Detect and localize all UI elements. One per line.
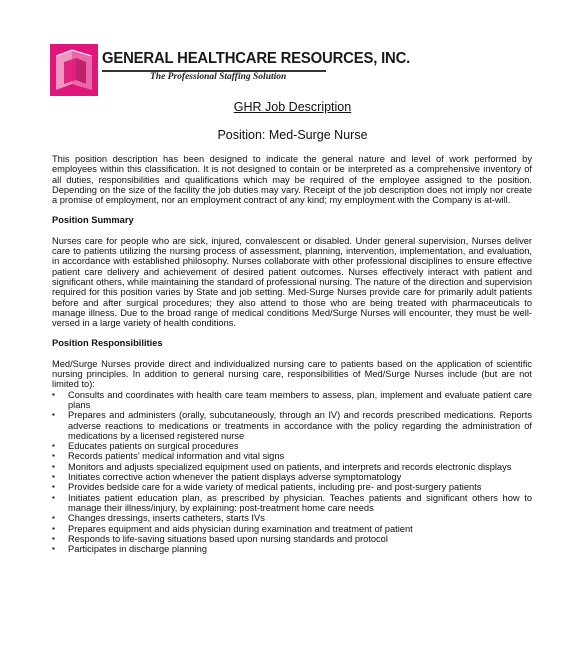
list-item: ▪ Initiates patient education plan, as prescribed by physician. Teaches patients and significant others how to manage their illness/injury, by explaining: post-treatment home care needs <box>52 492 532 513</box>
bullet-icon: ▪ <box>52 482 55 492</box>
list-item: ▪ Consults and coordinates with health care team members to assess, plan, implement and evaluate patient care plans <box>52 389 532 410</box>
position-title: Position: Med-Surge Nurse <box>217 128 368 142</box>
responsibilities-intro: Med/Surge Nurses provide direct and individualized nursing care to patients based on the application of scientific nursing principles. In addition to general nursing care, responsibilities of Med/Surge Nurses include (but are not limited to): <box>52 358 532 390</box>
document-body <box>52 154 532 554</box>
responsibilities-heading: Position Responsibilities <box>52 338 163 349</box>
list-item: ▪ Changes dressings, inserts catheters, starts IVs <box>52 513 265 524</box>
document-title: GHR Job Description <box>233 100 352 114</box>
bullet-icon: ▪ <box>52 441 55 451</box>
bullet-icon: ▪ <box>52 389 55 399</box>
ghr-logo-icon <box>50 44 98 96</box>
bullet-icon: ▪ <box>52 513 55 523</box>
company-name: GENERAL HEALTHCARE RESOURCES, INC. <box>102 50 411 67</box>
summary-heading: Position Summary <box>52 215 134 226</box>
responsibilities-list <box>52 390 532 555</box>
bullet-icon: ▪ <box>52 410 55 420</box>
bullet-icon: ▪ <box>52 533 55 543</box>
list-item: ▪ Educates patients on surgical procedures <box>52 441 239 452</box>
list-item: ▪ Records patients’ medical information and vital signs <box>52 451 285 462</box>
list-item: ▪ Prepares equipment and aids physician during examination and treatment of patient <box>52 523 413 534</box>
bullet-icon: ▪ <box>52 492 55 502</box>
bullet-icon: ▪ <box>52 544 55 554</box>
list-item: ▪ Participates in discharge planning <box>52 544 208 555</box>
bullet-icon: ▪ <box>52 472 55 482</box>
intro-paragraph: This position description has been designed to indicate the general nature and level of work performed by employees within this classification. It is not designed to contain or be interpreted as a comprehensive inventory of all duties, responsibilities and qualifications which may be required of the employee assigned to the position. Depending on the size of the facility the job duties may vary. Receipt of the job description does not imply nor create a promise of employment, nor an employment contract of any kind; my employment with the Company is at-will. <box>52 154 532 206</box>
bullet-icon: ▪ <box>52 461 55 471</box>
list-item: ▪ Initiates corrective action whenever the patient displays adverse symptomatology <box>52 472 402 483</box>
bullet-icon: ▪ <box>52 451 55 461</box>
list-item: ▪ Monitors and adjusts specialized equipment used on patients, and interprets and records electronic displays <box>52 461 512 472</box>
list-item: ▪ Provides bedside care for a wide variety of medical patients, including pre- and post-surgery patients <box>52 482 482 493</box>
list-item: ▪ Prepares and administers (orally, subcutaneously, through an IV) and records prescribed medications. Reports adverse reactions to medications or treatments in accordance with the policy regarding the administration of medications by a licensed registered nurse <box>52 410 532 441</box>
summary-paragraph: Nurses care for people who are sick, injured, convalescent or disabled. Under general supervision, Nurses deliver care to patients utilizing the nursing process of assessment, planning, intervention, implementation, and evaluation, in accordance with established philosophy. Nurses collaborate with other professional disciplines to ensure effective patient care delivery and achievement of desired patient outcomes. Nurses effectively interact with patient and significant others, while maintaining the standard of professional nursing. The nature of the direction and supervision required for this position varies by State and job setting. Med-Surge Nurses provide care for primarily adult patients before and after surgical procedures; they also attend to those who are being treated with pharmaceuticals to manage illness. Due to the broad range of medical conditions Med/Surge Nurses will encounter, they must be well-versed in a large variety of health conditions. <box>52 235 532 329</box>
company-tagline: The Professional Staffing Solution <box>150 72 287 82</box>
bullet-icon: ▪ <box>52 523 55 533</box>
list-item: ▪ Responds to life-saving situations based upon nursing standards and protocol <box>52 533 388 544</box>
